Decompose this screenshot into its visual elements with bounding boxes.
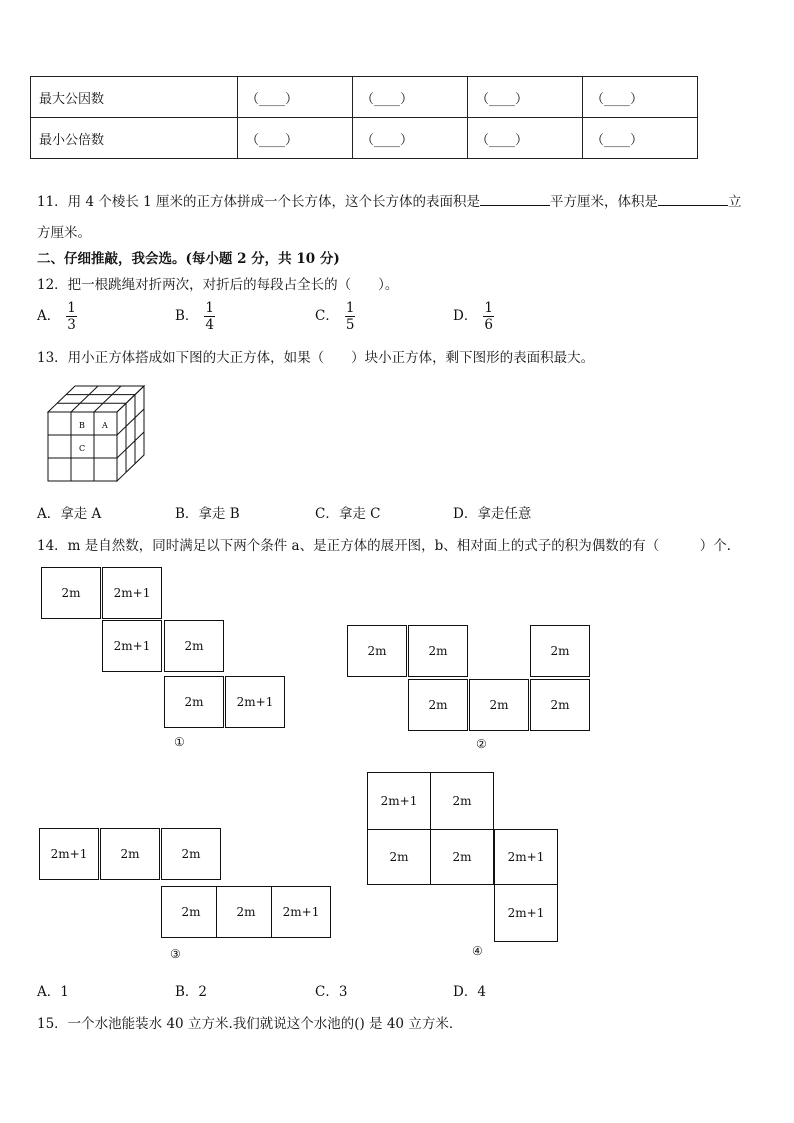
q12-option-c[interactable] <box>315 300 355 333</box>
numerator: 1 <box>484 300 493 316</box>
answer-cell[interactable]: （____） <box>238 77 353 118</box>
section-heading: 二、仔细推敲，我会选。(每小题 2 分，共 10 分) <box>37 251 340 267</box>
option-letter: B． <box>175 308 199 324</box>
q11-text-3: 立 <box>728 194 742 210</box>
q13-option-c[interactable]: C．拿走 C <box>315 506 381 522</box>
q13-option-a[interactable]: A．拿走 A <box>37 506 102 522</box>
net2-face: 2m <box>530 625 590 677</box>
answer-cell[interactable]: （____） <box>353 77 468 118</box>
q13-option-b[interactable]: B．拿走 B <box>175 506 240 522</box>
net1-face: 2m+1 <box>102 567 162 619</box>
cube-label-c: C <box>79 444 86 453</box>
fraction <box>345 300 356 333</box>
net2-face: 2m <box>469 679 529 731</box>
question-13: 13．用小正方体搭成如下图的大正方体，如果（ ）块小正方体，剩下图形的表面积最大。 <box>37 350 595 366</box>
net3-face: 2m+1 <box>39 828 99 880</box>
cube-label-b: B <box>79 421 85 430</box>
q12-option-d[interactable] <box>453 300 494 333</box>
denominator: 4 <box>205 317 215 333</box>
row-label: 最大公因数 <box>31 77 238 118</box>
marker-3: ③ <box>170 947 181 961</box>
q12-option-b[interactable] <box>175 300 215 333</box>
q14-option-b[interactable]: B．2 <box>175 984 208 1000</box>
net4-face: 2m+1 <box>367 772 431 830</box>
table-row <box>31 77 698 118</box>
answer-cell[interactable]: （____） <box>583 118 698 159</box>
answer-cell[interactable]: （____） <box>468 118 583 159</box>
net4-face: 2m <box>430 772 494 830</box>
net1-face: 2m+1 <box>225 676 285 728</box>
net4-face: 2m+1 <box>494 884 558 942</box>
row-label: 最小公倍数 <box>31 118 238 159</box>
question-11 <box>37 190 742 210</box>
answer-cell[interactable]: （____） <box>238 118 353 159</box>
net3-face: 2m+1 <box>271 886 331 938</box>
net3-face: 2m <box>161 828 221 880</box>
net2-face: 2m <box>408 679 468 731</box>
option-letter: A． <box>37 308 61 324</box>
q11-line-2: 方厘米。 <box>37 225 91 241</box>
option-letter: C． <box>315 308 339 324</box>
numerator: 1 <box>67 300 76 316</box>
answer-cell[interactable]: （____） <box>468 77 583 118</box>
question-15: 15．一个水池能装水 40 立方米.我们就说这个水池的() 是 40 立方米． <box>37 1016 463 1032</box>
q12-option-a[interactable] <box>37 300 77 333</box>
fraction <box>66 300 77 333</box>
answer-blank[interactable] <box>658 193 728 206</box>
q14-option-d[interactable]: D．4 <box>453 984 486 1000</box>
net4-face: 2m <box>367 829 431 885</box>
marker-2: ② <box>476 737 487 751</box>
q14-option-a[interactable]: A．1 <box>37 984 69 1000</box>
marker-4: ④ <box>472 944 483 958</box>
marker-1: ① <box>174 735 185 749</box>
cube-label-a: A <box>102 421 108 430</box>
net2-face: 2m <box>530 679 590 731</box>
net1-face: 2m <box>164 620 224 672</box>
answer-cell[interactable]: （____） <box>353 118 468 159</box>
option-letter: D． <box>453 308 478 324</box>
q11-text-2: 平方厘米，体积是 <box>550 194 659 210</box>
denominator: 6 <box>484 317 493 333</box>
question-12: 12．把一根跳绳对折两次，对折后的每段占全长的（ ）。 <box>37 277 399 293</box>
cube-diagram <box>40 382 150 484</box>
fraction <box>204 300 215 333</box>
net1-face: 2m+1 <box>102 620 162 672</box>
denominator: 5 <box>345 317 355 333</box>
net2-face: 2m <box>347 625 407 677</box>
net4-face: 2m <box>430 829 494 885</box>
q13-option-d[interactable]: D．拿走任意 <box>453 506 532 522</box>
numerator: 1 <box>205 300 215 316</box>
table-row <box>31 118 698 159</box>
answer-cell[interactable]: （____） <box>583 77 698 118</box>
gcd-lcm-table <box>30 76 698 159</box>
question-14: 14．m 是自然数，同时满足以下两个条件 a、是正方体的展开图，b、相对面上的式子的积为偶数的有（ ）个． <box>37 538 741 554</box>
q11-text-1: 11．用 4 个棱长 1 厘米的正方体拼成一个长方体，这个长方体的表面积是 <box>37 194 481 210</box>
net3-face: 2m <box>161 886 221 938</box>
net1-face: 2m <box>164 676 224 728</box>
net1-face: 2m <box>41 567 101 619</box>
answer-blank[interactable] <box>480 193 550 206</box>
numerator: 1 <box>345 300 355 316</box>
denominator: 3 <box>67 317 76 333</box>
net2-face: 2m <box>408 625 468 677</box>
net4-face: 2m+1 <box>494 829 558 885</box>
q14-option-c[interactable]: C．3 <box>315 984 348 1000</box>
net3-face: 2m <box>100 828 160 880</box>
net3-face: 2m <box>216 886 276 938</box>
fraction <box>483 300 494 333</box>
